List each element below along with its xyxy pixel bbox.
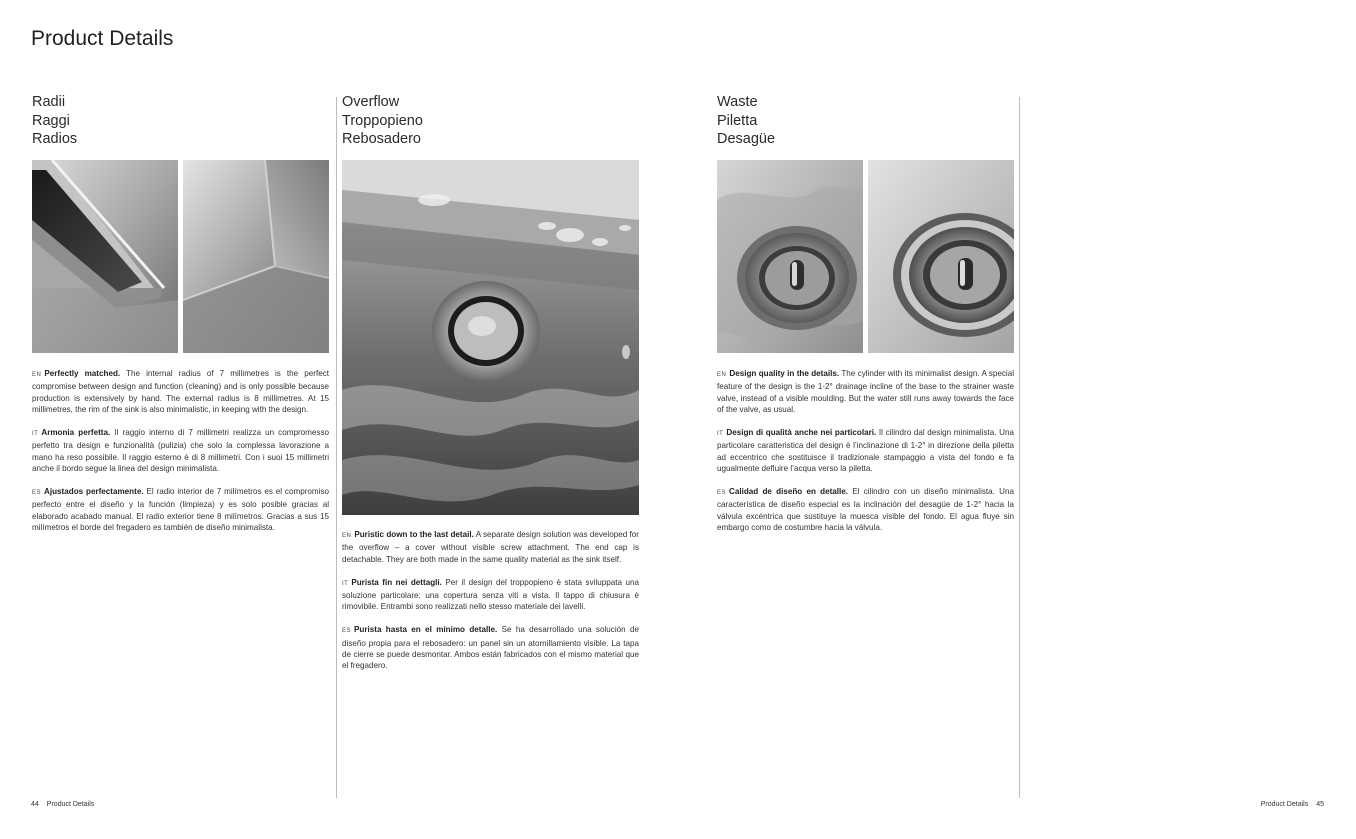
paragraph-en	[32, 368, 329, 416]
lang-label: EN	[717, 372, 727, 378]
paragraph-it	[32, 427, 329, 475]
section-text-waste	[717, 368, 1014, 545]
column-divider	[336, 97, 337, 798]
paragraph-lead: Ajustados perfectamente.	[44, 487, 144, 497]
paragraph-lead: Calidad de diseño en detalle.	[729, 487, 849, 497]
paragraph-lead: Purista hasta en el mínimo detalle.	[354, 625, 498, 635]
paragraph-body: Il raggio interno di 7 millimetri realizza un compromesso perfetto tra design e funzionalità (pulizia) che solo la complessa lavorazione a mano ha reso possibile. Il raggio esterno è di 8 millimetri. Con i suoi 15 millimetri anche il bordo segue la linea del design minimalista.	[32, 428, 330, 474]
paragraph-lead: Purista fin nei dettagli.	[351, 577, 442, 587]
paragraph-body: Il cilindro dal design minimalista. Una particolare caratteristica del design è l’inclinazione di 1-2° in direzione della piletta ad eccentrico che sostituisce il tradizionale stampaggio a vista del fondo e fa ugualmente defluire l’acqua verso la piletta.	[717, 428, 1015, 474]
paragraph-body: El cilindro con un diseño minimalista. Una característica de diseño especial es la inclinación del desagüe de 1-2° hacia la válvula excéntrica que sustituye la muesca visible del fondo. El agua fluye sin embargo como de costumbre hacia la válvula.	[717, 487, 1014, 533]
column-divider	[1019, 97, 1020, 798]
paragraph-body: The internal radius of 7 millimetres is the perfect compromise between design and function (cleaning) and is only possible because production is extensively by hand. The external radius is 8 millimetres. At 15 millimetres, the rim of the sink is also minimalistic, in keeping with the design.	[32, 369, 329, 415]
section-title-it: Troppopieno	[342, 112, 423, 129]
paragraph-lead: Puristic down to the last detail.	[354, 530, 474, 539]
paragraph-es	[717, 486, 1014, 534]
section-title-overflow	[342, 93, 423, 149]
lang-label: EN	[342, 533, 352, 539]
paragraph-body: Se ha desarrollado una solución de diseño propia para el rebosadero: un panel sin un atornillamiento visible. La tapa de cierre se puede desmontar. Ambos están fabricados con el mismo material que el fregadero.	[342, 625, 639, 671]
paragraph-en	[717, 368, 1014, 416]
lang-label: IT	[32, 431, 39, 438]
radius-outer-photo	[183, 160, 329, 353]
paragraph-lead: Design di qualità anche nei particolari.	[726, 428, 877, 438]
section-title-waste	[717, 93, 775, 149]
section-title-es: Rebosadero	[342, 131, 421, 147]
paragraph-es	[32, 486, 329, 534]
footer-left	[31, 801, 94, 808]
lang-label: EN	[32, 372, 42, 378]
paragraph-body: The cylinder with its minimalist design. A special feature of the design is the 1-2° drainage incline of the base to the strainer waste valve, instead of a visible moulding. But the water still runs away towards the face of the valve, as usual.	[717, 369, 1015, 415]
waste-dry-photo	[868, 160, 1014, 353]
page-number-left: 44	[31, 801, 39, 808]
page-title: Product Details	[31, 27, 174, 50]
footer-label-right: Product Details	[1260, 801, 1309, 808]
section-title-it: Piletta	[717, 112, 758, 129]
page-number-right: 45	[1316, 801, 1324, 808]
footer-label-left: Product Details	[46, 801, 95, 808]
section-text-radii	[32, 368, 329, 545]
section-title-es: Desagüe	[717, 131, 776, 147]
waste-wet-photo	[717, 160, 863, 353]
lang-label: ES	[32, 490, 42, 497]
section-title-en: Overflow	[342, 94, 400, 110]
paragraph-body: A separate design solution was developed for the overflow – a cover without visible screw attachment. The end cap is detachable. They are both made in the same quality material as the sink itself.	[342, 530, 639, 564]
section-title-en: Waste	[717, 94, 758, 110]
lang-label: IT	[717, 431, 724, 438]
paragraph-it	[717, 427, 1014, 475]
lang-label: IT	[342, 580, 349, 587]
paragraph-it	[342, 577, 639, 613]
paragraph-lead: Design quality in the details.	[729, 369, 840, 378]
section-title-radii	[32, 93, 77, 149]
overflow-photo	[342, 160, 639, 515]
paragraph-es	[342, 624, 639, 672]
paragraph-lead: Armonia perfetta.	[41, 428, 111, 438]
section-title-es: Radios	[32, 131, 78, 147]
paragraph-en	[342, 529, 639, 565]
section-text-overflow	[342, 529, 639, 683]
paragraph-lead: Perfectly matched.	[44, 369, 121, 378]
paragraph-body: Per il design del troppopieno è stata sviluppata una soluzione particolare: una copertura senza viti a vista. Il tappo di chiusura è rimovibile. Entrambi sono realizzati nello stesso materiale dei lavelli.	[342, 577, 640, 612]
section-title-en: Radii	[32, 94, 66, 110]
footer-right	[1261, 801, 1324, 808]
lang-label: ES	[717, 490, 727, 497]
paragraph-body: El radio interior de 7 milímetros es el compromiso perfecto entre el diseño y la función (limpieza) y es solo posible gracias al elaborado acabado manual. El radio exterior tiene 8 milímetros. Gracias a sus 15 milímetros el borde del fregadero es también de diseño minimalista.	[32, 487, 329, 533]
lang-label: ES	[342, 628, 352, 635]
section-title-it: Raggi	[32, 112, 70, 129]
radius-inner-photo	[32, 160, 178, 353]
